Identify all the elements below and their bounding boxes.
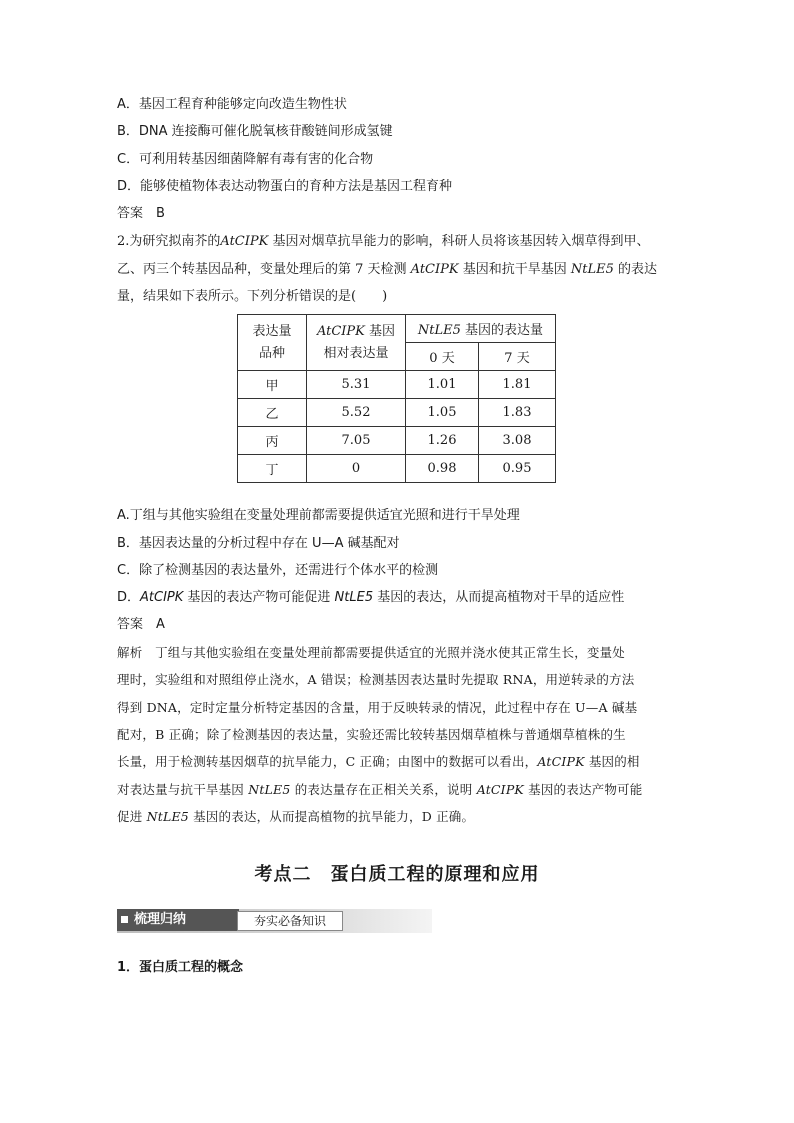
- cell-day0: 0.98: [406, 455, 479, 483]
- q2-option-c: C．除了检测基因的表达量外，还需进行个体水平的检测: [117, 563, 439, 578]
- subheading: 1．蛋白质工程的概念: [117, 960, 244, 975]
- explanation-line7: 促进 NtLE5 基因的表达，从而提高植物的抗旱能力，D 正确。: [117, 809, 475, 824]
- q1-option-d: D．能够使植物体表达动物蛋白的育种方法是基因工程育种: [117, 179, 453, 194]
- q2-stem-line3: 量，结果如下表所示。下列分析错误的是( ): [117, 289, 388, 304]
- q2-stem-line2: 乙、丙三个转基因品种，变量处理后的第 7 天检测 AtCIPK 基因和抗干旱基因 NtLE5 的表达: [117, 262, 658, 277]
- cell-atcipk: 5.31: [307, 371, 406, 399]
- cell-day7: 3.08: [479, 427, 556, 455]
- cell-atcipk: 5.52: [307, 399, 406, 427]
- table-row: [238, 399, 556, 427]
- q2-option-b: B．基因表达量的分析过程中存在 U—A 碱基配对: [117, 536, 400, 551]
- section-banner: [117, 909, 432, 935]
- cell-day7: 1.83: [479, 399, 556, 427]
- cell-day0: 1.05: [406, 399, 479, 427]
- banner-right-tag: 夯实必备知识: [237, 911, 343, 931]
- header-day7: 7 天: [479, 343, 556, 371]
- cell-variety: 乙: [238, 399, 307, 427]
- q2-option-a: A.丁组与其他实验组在变量处理前都需要提供适宜光照和进行干旱处理: [117, 508, 520, 523]
- header-atcipk: AtCIPK 基因 相对表达量: [307, 315, 406, 371]
- explanation-line5: 长量，用于检测转基因烟草的抗旱能力，C 正确；由图中的数据可以看出，AtCIPK 基因的相: [117, 754, 640, 769]
- table-row: [238, 455, 556, 483]
- q1-option-c: C．可利用转基因细菌降解有毒有害的化合物: [117, 152, 374, 167]
- square-icon: [121, 916, 128, 923]
- q2-stem-line1: 2.为研究拟南芥的AtCIPK 基因对烟草抗旱能力的影响，科研人员将该基因转入烟草得到甲、: [117, 234, 650, 249]
- q1-option-b: B．DNA 连接酶可催化脱氧核苷酸链间形成氢键: [117, 124, 393, 139]
- banner-left-tag: 梳理归纳: [117, 909, 239, 931]
- cell-day7: 1.81: [479, 371, 556, 399]
- header-variety: 表达量 品种: [238, 315, 307, 371]
- explanation-line2: 理时，实验组和对照组停止浇水，A 错误；检测基因表达量时先提取 RNA，用逆转录的方法: [117, 672, 635, 687]
- cell-day0: 1.26: [406, 427, 479, 455]
- table-row: [238, 427, 556, 455]
- table-row: [238, 371, 556, 399]
- q1-option-a: A．基因工程育种能够定向改造生物性状: [117, 97, 347, 112]
- expression-table: [237, 314, 556, 483]
- explanation-line1: 解析 丁组与其他实验组在变量处理前都需要提供适宜的光照并浇水使其正常生长，变量处: [117, 645, 626, 660]
- cell-atcipk: 0: [307, 455, 406, 483]
- cell-day7: 0.95: [479, 455, 556, 483]
- q2-option-d: D．AtCIPK 基因的表达产物可能促进 NtLE5 基因的表达，从而提高植物对干旱的适应性: [117, 590, 625, 605]
- cell-day0: 1.01: [406, 371, 479, 399]
- cell-variety: 丙: [238, 427, 307, 455]
- explanation-line3: 得到 DNA，定时定量分析特定基因的含量，用于反映转录的情况，此过程中存在 U—A 碱基: [117, 700, 638, 715]
- q2-answer: 答案 A: [117, 617, 165, 632]
- cell-variety: 甲: [238, 371, 307, 399]
- header-day0: 0 天: [406, 343, 479, 371]
- cell-variety: 丁: [238, 455, 307, 483]
- header-ntle5: NtLE5 基因的表达量: [406, 315, 556, 343]
- section-title: 考点二 蛋白质工程的原理和应用: [254, 864, 540, 885]
- q1-answer: 答案 B: [117, 206, 165, 221]
- explanation-line6: 对表达量与抗干旱基因 NtLE5 的表达量存在正相关关系，说明 AtCIPK 基因的表达产物可能: [117, 782, 643, 797]
- cell-atcipk: 7.05: [307, 427, 406, 455]
- explanation-line4: 配对，B 正确；除了检测基因的表达量，实验还需比较转基因烟草植株与普通烟草植株的生: [117, 727, 626, 742]
